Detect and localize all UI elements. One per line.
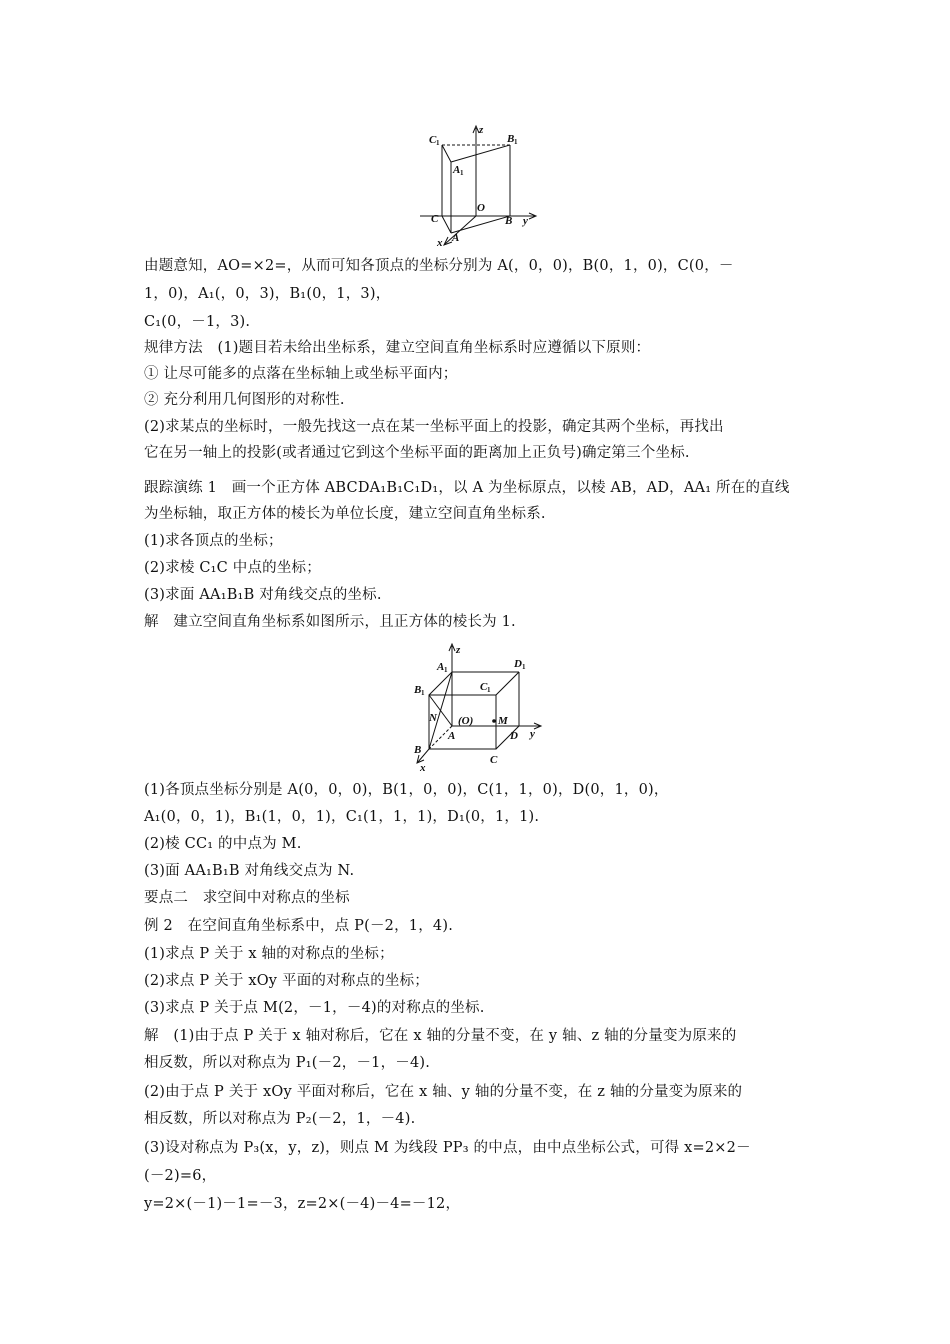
text-line: 解 (1)由于点 P 关于 x 轴对称后，它在 x 轴的分量不变，在 y 轴、z 轴的分量变为原来的 — [144, 1028, 737, 1044]
cube-figure — [410, 640, 550, 775]
text-line: 跟踪演练 1 画一个正方体 ABCDA₁B₁C₁D₁，以 A 为坐标原点，以棱 AB，AD，AA₁ 所在的直线 — [144, 480, 790, 496]
label-x: x — [437, 237, 443, 248]
svg-text:1: 1 — [444, 666, 448, 674]
text-line: (3)求点 P 关于点 M(2，－1，－4)的对称点的坐标. — [144, 1000, 485, 1016]
label-a1: A — [437, 661, 445, 673]
text-line: 相反数，所以对称点为 P₁(－2，－1，－4). — [144, 1055, 431, 1071]
label-z: z — [456, 644, 461, 656]
text-line: 要点二 求空间中对称点的坐标 — [144, 890, 350, 906]
svg-text:1: 1 — [514, 138, 518, 146]
label-c: C — [490, 754, 498, 766]
text-line: 规律方法 (1)题目若未给出坐标系，建立空间直角坐标系时应遵循以下原则： — [144, 340, 651, 356]
text-line: ② 充分利用几何图形的对称性. — [144, 392, 345, 408]
text-line: (－2)=6， — [144, 1168, 217, 1184]
label-z: z — [479, 124, 484, 136]
text-line: (3)面 AA₁B₁B 对角线交点为 N. — [144, 863, 355, 879]
text-line: 例 2 在空间直角坐标系中，点 P(－2，1，4). — [144, 918, 453, 934]
text-line: ① 让尽可能多的点落在坐标轴上或坐标平面内； — [144, 366, 458, 382]
text-line: (2)求点 P 关于 xOy 平面的对称点的坐标； — [144, 973, 429, 989]
text-line: 解 建立空间直角坐标系如图所示，且正方体的棱长为 1. — [144, 614, 516, 630]
prism-figure — [415, 118, 545, 248]
label-o: O — [477, 202, 485, 214]
label-m: M — [498, 715, 508, 727]
svg-text:1: 1 — [487, 686, 491, 694]
label-x: x — [420, 762, 426, 774]
text-line: 由题意知，AO=×2=，从而可知各顶点的坐标分别为 A(，0，0)，B(0，1，0)，C(0，－ — [144, 258, 734, 274]
label-c: C — [431, 213, 439, 225]
label-b: B — [414, 744, 422, 756]
text-line: (3)求面 AA₁B₁B 对角线交点的坐标. — [144, 587, 382, 603]
label-d1: D — [514, 658, 522, 670]
label-b1: B — [414, 684, 422, 696]
text-line: (2)求棱 C₁C 中点的坐标； — [144, 560, 321, 576]
label-b1: B — [507, 133, 515, 145]
label-a: A — [448, 730, 456, 742]
label-a1: A — [453, 164, 461, 176]
label-c1: C — [429, 134, 437, 146]
text-line: (3)设对称点为 P₃(x，y，z)，则点 M 为线段 PP₃ 的中点，由中点坐标公式，可得 x=2×2－ — [144, 1140, 751, 1156]
label-n: N — [429, 712, 437, 724]
text-line: y=2×(－1)－1=－3，z=2×(－4)－4=－12， — [144, 1196, 461, 1212]
svg-text:1: 1 — [522, 663, 526, 671]
svg-text:1: 1 — [460, 169, 464, 177]
text-line: 为坐标轴，取正方体的棱长为单位长度，建立空间直角坐标系. — [144, 506, 546, 522]
label-y: y — [530, 728, 535, 740]
text-line: C₁(0，－1，3). — [144, 314, 251, 330]
svg-text:1: 1 — [436, 139, 440, 147]
text-line: (2)求某点的坐标时，一般先找这一点在某一坐标平面上的投影，确定其两个坐标，再找出 — [144, 419, 724, 435]
text-line: 1，0)，A₁(，0，3)，B₁(0，1，3)， — [144, 286, 391, 302]
text-line: 相反数，所以对称点为 P₂(－2，1，－4). — [144, 1111, 416, 1127]
text-line: A₁(0，0，1)，B₁(1，0，1)，C₁(1，1，1)，D₁(0，1，1). — [144, 809, 540, 825]
label-c1: C — [480, 681, 488, 693]
label-a: A — [452, 232, 460, 244]
label-d: D — [510, 730, 518, 742]
svg-text:1: 1 — [421, 689, 425, 697]
label-y: y — [523, 215, 528, 227]
text-line: (1)各顶点坐标分别是 A(0，0，0)，B(1，0，0)，C(1，1，0)，D(0，1，0)， — [144, 782, 669, 798]
text-line: (1)求点 P 关于 x 轴的对称点的坐标； — [144, 946, 394, 962]
text-line: (1)求各顶点的坐标； — [144, 533, 283, 549]
label-o: (O) — [458, 715, 474, 727]
text-line: (2)棱 CC₁ 的中点为 M. — [144, 836, 302, 852]
text-line: (2)由于点 P 关于 xOy 平面对称后，它在 x 轴、y 轴的分量不变，在 z 轴的分量变为原来的 — [144, 1084, 743, 1100]
text-line: 它在另一轴上的投影(或者通过它到这个坐标平面的距离加上正负号)确定第三个坐标. — [144, 445, 690, 461]
label-b: B — [505, 215, 513, 227]
